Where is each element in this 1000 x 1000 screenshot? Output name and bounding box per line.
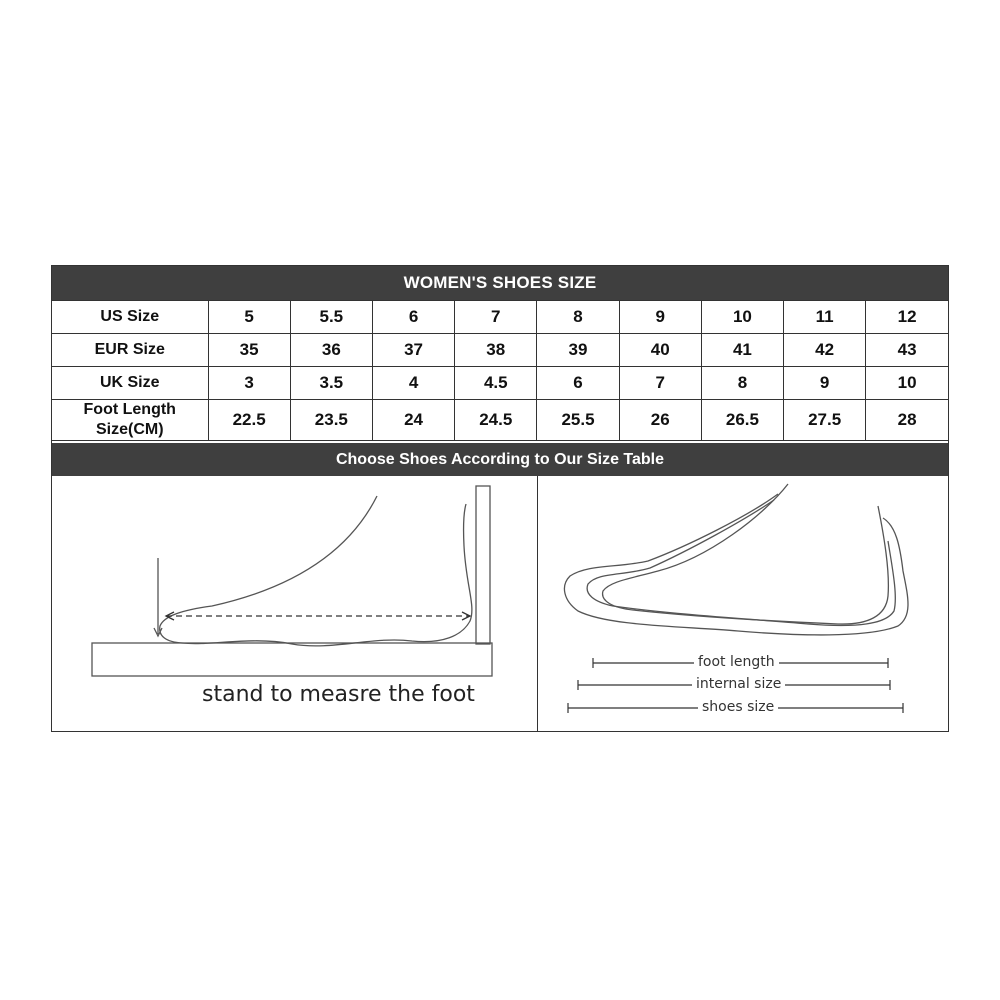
size-table [52,300,948,441]
shoe-inner-outline [587,500,895,625]
table-cell: 28 [866,400,948,441]
table-cell: 43 [866,334,948,367]
table-row-uk [52,367,948,400]
table-cell: 22.5 [208,400,290,441]
row-label-line: Foot Length [83,401,176,418]
table-cell: 41 [701,334,783,367]
row-label-foot-length [52,400,208,441]
foot-inside-outline [603,484,889,624]
table-cell: 26.5 [701,400,783,441]
table-cell: 9 [784,367,866,400]
foot-outline [160,496,472,646]
table-cell: 12 [866,301,948,334]
table-cell: 23.5 [290,400,372,441]
table-cell: 39 [537,334,619,367]
shoe-measure-panel [538,476,948,731]
table-cell: 6 [537,367,619,400]
row-label-line: Size(CM) [95,421,164,438]
floor-board [92,643,492,676]
table-cell: 27.5 [784,400,866,441]
table-cell: 40 [619,334,701,367]
table-cell: 8 [537,301,619,334]
table-cell: 36 [290,334,372,367]
table-cell: 25.5 [537,400,619,441]
table-cell: 3 [208,367,290,400]
stand-measure-panel [52,476,538,731]
table-cell: 4 [372,367,454,400]
table-cell: 10 [701,301,783,334]
table-row-us [52,301,948,334]
table-cell: 4.5 [455,367,537,400]
size-table-title: WOMEN'S SHOES SIZE [52,266,948,300]
size-chart [51,265,949,732]
shoes-size-label: shoes size [698,699,778,715]
table-cell: 6 [372,301,454,334]
table-cell: 38 [455,334,537,367]
table-cell: 35 [208,334,290,367]
table-cell: 8 [701,367,783,400]
shoe-outer-outline [564,494,908,635]
table-row-foot-length [52,400,948,441]
table-cell: 5.5 [290,301,372,334]
stand-caption: stand to measre the foot [202,682,475,707]
table-cell: 7 [455,301,537,334]
table-cell: 42 [784,334,866,367]
table-row-eur [52,334,948,367]
table-cell: 9 [619,301,701,334]
table-cell: 24 [372,400,454,441]
table-cell: 24.5 [455,400,537,441]
table-cell: 11 [784,301,866,334]
row-label-eur: EUR Size [52,334,208,367]
wall-board [476,486,490,644]
row-label-uk: UK Size [52,367,208,400]
table-cell: 37 [372,334,454,367]
table-cell: 10 [866,367,948,400]
foot-length-label: foot length [694,654,779,670]
guide-heading: Choose Shoes According to Our Size Table [52,443,948,476]
table-cell: 3.5 [290,367,372,400]
table-cell: 7 [619,367,701,400]
table-cell: 26 [619,400,701,441]
row-label-us: US Size [52,301,208,334]
table-cell: 5 [208,301,290,334]
shoe-illustration [538,476,948,731]
internal-size-label: internal size [692,676,785,692]
